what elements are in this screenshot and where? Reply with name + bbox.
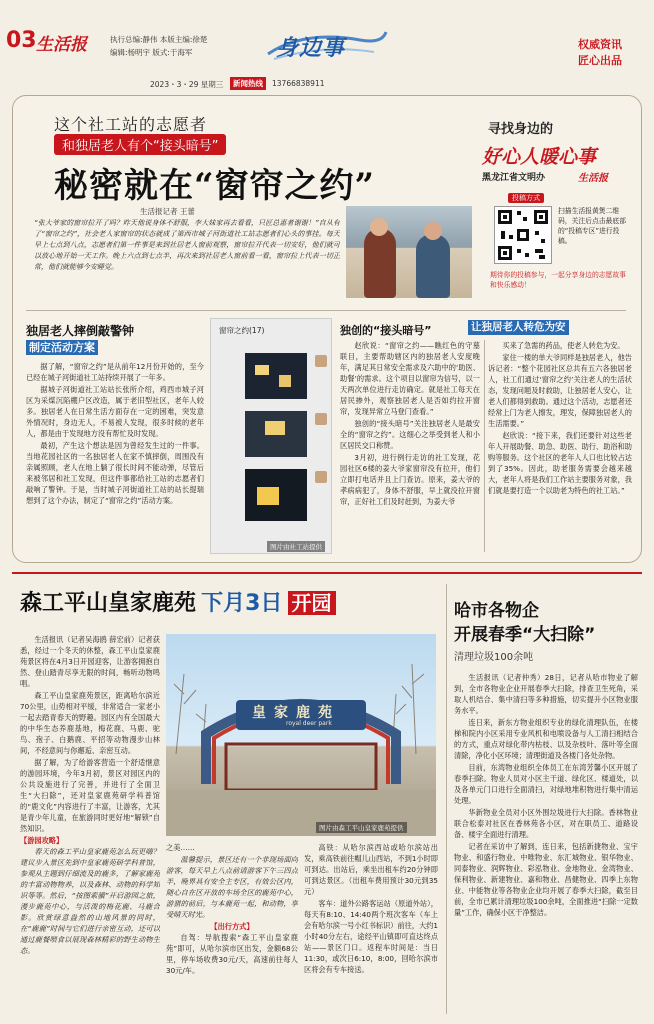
sec2-paragraph: 赵欣说：“接下来，我们还要针对这些老年人开展助餐、助急、助医、助行、助浴和助购等服务。这个社区的老年人人口也比较占达到了35%。因此，助老服务需要会越来越大，老年人将是我们工作站主要服务对象，我们就是要打造一个以助老为特色的社工站。” [488,431,632,495]
story2-paragraph: 之美…… [166,843,195,852]
gate-sign-text: 皇家鹿苑 [252,705,340,721]
chat-avatar-icon [315,355,327,367]
promo-contact-label: 投稿方式 [508,193,544,203]
sec2-body-col2 [488,340,632,554]
promo-note: 期待你的投稿参与，一起分享身边的志愿故事和快乐感动！ [490,271,626,289]
lead-intro: “张大爷家的窗帘拉开了吗？昨天他说身体不舒服，李大妹家再去看看，只匠总惠者谢谢！”自从有了“窗帘之约”，社会老人家窗帘的状态就成了第西市城子河街道社工站志愿者们心头的事挂。每天早上七点到八点，志愿者们第一件事是来到社居老人窗前观察，窗帘拉开代表一切安好，他们就可以放心地开始一天工作。晚上六点到七点半，再次来到社居老人窗前看一看，窗帘拉上代表一切正常，他们就能够今安睡觉。 [34,219,340,271]
sec2-paragraph: 家住一楼的单大爷同样是独居老人，他告诉记者：“整个花园社区总共有五六各独居老人，社工们通过‘窗帘之约’关注老人的生活状态，发现问题及时救助，让独居老人安心，让老人们都得到救助。通过这个活动，志愿者还经常上门为老人擦发，理发，保障独居老人的生活需要。” [488,353,632,428]
hotline-badge: 新闻热线 [230,77,266,90]
page-header [0,0,654,88]
sec2-body-col1 [340,340,480,554]
promo-contact-text: 扫描生活报黄煲二维码，关注后点击最底部的“投稿专区”进行投稿。 [558,207,626,245]
sec2-paragraph: 赵欣说：“窗帘之约——瞧红色的守墓联目，主要帮助辖区内的独居老人安度晚年，满足其日常安全需求及六助中的‘助医、助餐’的需求。这个项目以窗帘为信号，以一天两次单位进行走访确定。就是社工每天在居民掺外，观察独居老人是否如约拉开窗帘，发现异常立马登门查看。” [340,341,480,416]
promo-paper: 生活报 [578,173,608,184]
volunteer-head [370,218,388,236]
issue-date: 2023・3・29 星期三 [150,80,224,89]
section-title: 身边事 [276,36,346,61]
story3-headline-a: 哈市各物企 [454,601,539,621]
sec2-paragraph: 3月初，进行例行走访的社工发现，花园社区6楼的姜大爷家窗帘没有拉开，他们立即打电话并且上门查访。原来，姜大爷的孝病病犯了，身体不舒服，早上就没拉开窗帘，正好社工们及时赶到，为姜大爷 [340,453,480,506]
chat-image-3 [245,469,307,521]
promo-title-1: 寻找身边的 [488,122,554,137]
section-banner [264,28,388,62]
story3-paragraph: 连日来，新东方物业组织专业的绿化清理队伍，在楼梯和院内小区采用专业风机和电喷设备与人工清扫相结合的方式，重点对绿化带内枯枝、以及杂枝叶、落叶等全面清除，净化小区环境；清理街道及各楼门各处杂物。 [454,718,638,760]
column-rule [484,340,485,552]
paper-name: 生活报 [36,35,87,55]
story2-body-col3 [304,842,438,1014]
sec2-paragraph: 独创的“接头暗号”关注独居老人是最安全的“窗帘之约”。这细心之举受到老人和小区居民交口称赞。 [340,419,480,450]
editor-credit-2: 编辑:杨明宇 版式:于海军 [110,48,193,57]
promo-title-2: 好心人暖心事 [482,146,597,168]
story3-paragraph: 记者在采访中了解到，连日来，包括新捷物业、宝宇物业、和盛行物业、中唯物业、东汇城物业、银华物业、同泰物业、润辉物业、彩泓物业、金地物业、金湾物业、保利物业、新建物业、嘉和物业、昌健物业、四季上东物业、中能物业等各物业企业均开展了春季大扫除，截至目前，全市已累计清理垃圾100余吨，全面推进“扫除一定数量”工作，确保小区干净整洁。 [454,842,638,917]
promo-org: 黑龙江省文明办 [482,173,546,183]
route-paragraph: 高铁：从哈尔滨西站或哈尔滨站出发，乘高铁前往帽儿山西站，不到1小时即可到达。出站后，乘坐出租车约20分钟即可到达景区。（出租车费用预计30元到35元） [304,843,438,896]
story3-paragraph: 华新物业全员对小区外围垃圾进行大扫除。香林物业联合松泰对社区在香林苑各小区，对在职员工、道路设备、楼宇全面进行清理。 [454,808,638,839]
guide-paragraph: 春天的森工平山皇家鹿苑怎么玩更嗨？建议步入景区先到中皇家鹿苑研学科普馆，参观从主题到仔细流及的鹿多，了解家鹿苑的丰富动物物养，以及森林、动物的科学知识等等。然后，“按图索骥”开启游园之旅，漫步鹿苑中心，与活泼的梅花鹿、马鹿合影。欣赏绿意盎然的山地风景的同时，在“鹿鹿”时间与它们进行亲密互动，还可以通过鹿餐喂食以展现森林精彩的野生动物生态。 [20,847,160,955]
sec2-title: 独创的“接头暗号” [340,324,432,337]
gate-illustration [166,634,436,836]
story2-headline [20,586,336,620]
person-volunteer [364,228,396,298]
chat-title: 窗帘之约(17) [219,326,265,335]
wechat-screenshot-photo [210,318,332,554]
story3-body [454,672,638,1016]
hotline-number: 13766838911 [272,79,325,88]
photo-caption: 图片由森工平山皇家鹿苑提供 [316,822,407,833]
column-rule [446,584,447,1014]
page-number: 03 [6,28,37,53]
story2-headline-c: 开园 [288,591,336,615]
story2-paragraph: 据了解，为了给游客营造一个舒适惬意的游园环境，今年3月初，景区对园区内的公共设施进行了完善，并进行了全面卫生“大扫除”，还对皇家鹿苑研学科普馆的“鹿文化”内容进行了丰富，让游客，尤其是青少年儿童，在旅游同时更好地“解锁”自然知识。 [20,758,160,833]
lead-headline: 秘密就在“窗帘之约” [54,166,376,206]
slogan-2: 匠心出品 [578,54,622,67]
qr-code[interactable] [494,206,552,264]
story2-body-col2 [166,842,298,1014]
sec1-paragraph: 最初，产生这个想法是因为曾经发生过的一件事。当地花园社区的一名独居老人在家不慎摔倒，周围没有亲属照顾，老人在地上躺了很长时间不能动弹，尽管后来被邻居和社工发现，但这件事都给社工站的志愿者们敲响了警钟。于是，当时城子河街道社工站的站长提瑞想到了这个办法，制定了“窗帘之约”活动方案。 [26,441,204,505]
story3-deck: 清理垃圾100余吨 [454,652,534,663]
sec1-paragraph: 据了解，“窗帘之约”是从前年12月份开始的，至今已经在城子河街道社工站持续开展了一年多。 [26,362,204,382]
lead-divider [26,310,626,311]
story3-paragraph: 生活报讯（记者仲秀）28日，记者从哈市物业了解到，全市各物业企业开展春季大扫除，排查卫生死角，采取人机结合、集中清扫等多种措施，切实提升小区物业服务水平。 [454,673,638,715]
route-paragraph: 客车：道外公路客运站（原道外站），每天有8:10、14:40两个班次客车（车上会有哈尔滨一号小红书标识）前往，大约1小时40分左右，途经平山镇即可直达终点站——景区门口。返程车时间是：当日11:30，或次日6:10，8:00，回哈尔滨市区将会有专车接送。 [304,899,438,974]
qr-code-icon [495,207,551,263]
lead-kicker-1: 这个社工站的志愿者 [54,115,208,134]
section-divider [12,572,642,574]
story3-headline-b: 开展春季“大扫除” [454,625,596,645]
story2-headline-b: 下月3日 [201,591,283,616]
story2-paragraph: 温馨提示，景区还有一个非现场面向游客，每天早上八点前请游客下午三四点半，晚界具有安全主专区，有效公区内，随心自在区开放的车场全区的鹿苑中心，游猎的前后，与本鹿苑一起，和动物，享受晴天时光。 [166,855,298,919]
elder-head [424,222,442,240]
sec2-paragraph: 买来了急需的药品，使老人转危为安。 [502,341,625,350]
lead-intro-photo [346,206,472,298]
promo-box [478,118,638,303]
sec1-subtitle: 制定活动方案 [26,340,98,355]
guide-label: 【游园攻略】 [20,836,64,845]
story2-paragraph: 森工平山皇家鹿苑景区，距离哈尔滨近70公里，山势相对平缓，非常适合一家老小一起去踏青春天的野趣。园区内有全国最大的中华生态养鹿基地，梅花鹿、马鹿、驼鸟、孢子、白鹅鹿、平招等动物漫步山林间，不经意间与你邂逅、亲密互动。 [20,691,160,755]
chat-image-2 [245,411,307,457]
chat-avatar-icon [315,471,327,483]
lead-kicker-2: 和独居老人有个“接头暗号” [54,134,226,155]
gate-sign-en: royal deer park [286,720,332,727]
photo-caption: 图片由社工站提供 [267,541,325,552]
lead-byline: 生活报记者 王蕾 [140,207,195,216]
slogan-1: 权威资讯 [578,38,622,51]
route-paragraph: 自驾：导航搜索“森工平山皇家鹿苑”即可，从哈尔滨市区出发，金额68公里，停车场收费30元/天，高速前往每人30元/车。 [166,933,298,975]
route-label: 【出行方式】 [210,922,254,931]
story2-paragraph: 生活报讯（记者吴海鸥 薛宏前）记者获悉，经过一个冬天的休整，森工平山皇家鹿苑景区将在4月3日开园迎客，让游客拥抱自然、登山踏青尽享无限的时间，畅听动物鸣唱。 [20,635,160,688]
chat-avatar-icon [315,413,327,425]
sec1-body [26,361,204,553]
story3-paragraph: 目前，东湾物业组织全体员工在东湾芳馨小区开展了春季扫除。物业人员对小区主干道、绿化区、楼道处，以及各单元门口进行全面清扫，对绿地堆积物进行集中清运处理。 [454,763,638,805]
person-elder [416,234,450,298]
editor-credit-1: 执行总编:静伟 本版主编:徐楚 [110,35,208,44]
story2-headline-a: 森工平山皇家鹿苑 [20,591,197,616]
story2-body-col1 [20,634,160,1012]
sec1-title: 独居老人摔倒敲警钟 [26,324,135,338]
chat-image-1 [245,353,307,399]
sec1-paragraph: 据城子河街道社工站站长张所介绍，鸡西市城子河区为采煤沉陷棚户区改造，属于老旧型社区，老年人较多。独居老人在日常生活方面存在一定的困难，突发意外情况时，身边无人，不易被人发现，很多时候的老年人，都是由于发现地方没有帮忙及时发现。 [26,385,204,438]
deer-park-gate-photo [166,634,436,836]
sec2-subtitle: 让独居老人转危为安 [468,320,569,335]
